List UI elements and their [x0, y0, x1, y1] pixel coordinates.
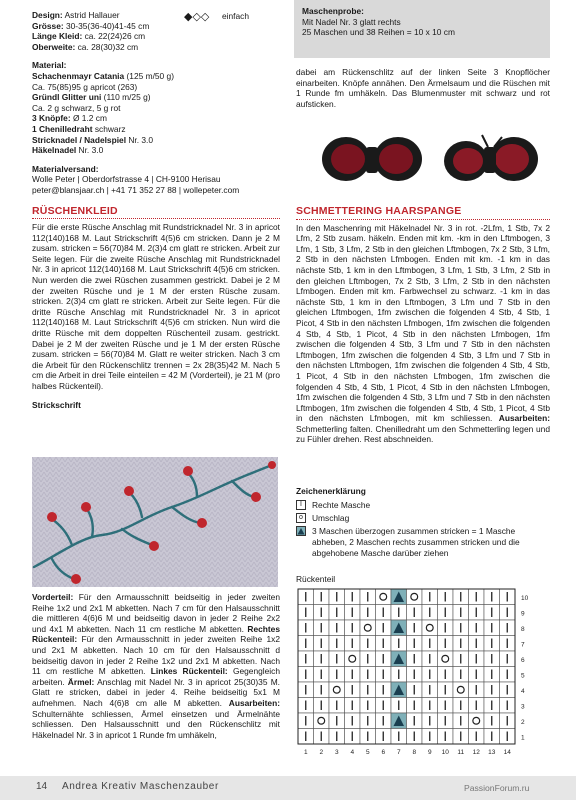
size-block [32, 21, 280, 53]
instructions-block [32, 592, 280, 740]
material-line-text: (125 m/50 g) [124, 70, 174, 81]
chart-cell [329, 682, 345, 698]
size-row-label: Grösse: [32, 20, 64, 31]
chart-col-number: 3 [334, 749, 339, 756]
chart-cell [345, 651, 361, 667]
schmetterling-block [296, 196, 550, 445]
material-line [32, 71, 280, 82]
material-line-bold: 1 Chenilledraht [32, 123, 93, 134]
chart-row-number: 2 [521, 718, 525, 726]
material-title: Material: [32, 60, 67, 71]
instruction-label: Linkes Rückenteil: [150, 666, 228, 677]
material-line-text: (110 m/25 g) [101, 92, 151, 103]
maschenprobe-box [294, 0, 550, 58]
schmetterling-ausarbeiten-label: Ausarbeiten: [498, 413, 550, 424]
chart-cell [376, 589, 392, 605]
difficulty-label: einfach [222, 11, 250, 21]
size-row-value: ca. 22(24)26 cm [82, 31, 146, 42]
size-row [32, 31, 280, 42]
material-line-text: Ca. 75(85)95 g apricot (263) [32, 81, 138, 92]
material-line-text: Ø 1.2 cm [70, 113, 107, 124]
size-row-label: Länge Kleid: [32, 31, 83, 42]
instruction-text: Für den Armausschnitt beidseitig in jeder zweiten Reihe 1x2 und 2x1 M abketten. Nach 7 cm für den Halsausschnitt die mittleren 4(6)6 M und beidseitig davon in jeder 2 Reihe 2x2 und 4x1 M abketten. Nach 11 cm restliche M abketten. [32, 592, 280, 634]
embroidery-photo [32, 457, 278, 587]
versand-title: Materialversand: [32, 163, 99, 174]
legend-row [296, 513, 550, 524]
material-line [32, 124, 280, 135]
material-line-bold: Häkelnadel [32, 145, 77, 156]
material-line-bold: 3 Knöpfe: [32, 113, 71, 124]
right-intro [296, 67, 550, 109]
difficulty-diamonds-icon: ◆◇◇ [184, 11, 210, 23]
chart-row-number: 7 [521, 641, 525, 649]
size-row-label: Oberweite: [32, 41, 76, 52]
chart-cell [438, 651, 454, 667]
knitting-chart [296, 587, 558, 763]
strickschrift-title: Strickschrift [32, 399, 81, 410]
material-line [32, 135, 280, 146]
legend-label: 3 Maschen überzogen zusammen stricken = 1 Masche abheben, 2 Maschen rechts zusammen stricken und die abgehobene Masche darüber ziehen [312, 525, 520, 558]
material-line-bold: Schachenmayr Catania [32, 70, 125, 81]
legend-symbol-yarnover-icon: o [296, 513, 306, 523]
chart-cell [360, 620, 376, 636]
instruction-label: Vorderteil: [32, 592, 74, 602]
legend-block [296, 486, 550, 561]
instruction-text: Gegengleich arbeiten. [32, 666, 280, 687]
material-line [32, 82, 280, 93]
chart-col-number: 1 [303, 749, 308, 756]
material-line-text: Nr. 3.0 [126, 134, 154, 145]
size-row [32, 21, 280, 32]
chart-row-number: 3 [521, 703, 525, 711]
footer-site: PassionForum.ru [464, 783, 530, 793]
versand-line-1: Wolle Peter | Oberdorfstrasse 4 | CH-9100 Herisau [32, 174, 221, 185]
chart-cell [453, 682, 469, 698]
instruction-label: Ärmel: [67, 676, 95, 687]
chart-col-number: 12 [472, 749, 480, 756]
legend-title: Zeichenerklärung [296, 486, 366, 496]
legend-label: Umschlag [312, 512, 350, 523]
chart-area [296, 574, 558, 768]
legend-symbol-decrease-icon [296, 526, 306, 536]
chart-row-number: 1 [521, 734, 525, 742]
footer-title: Andrea Kreativ Maschenzauber [62, 781, 219, 792]
rueschenkleid-text: Für die erste Rüsche Anschlag mit Rundstricknadel Nr. 3 in apricot 112(140)168 M. Laut Strickschrift 4(5)6 cm stricken. Dann je 2 M zusam. stricken = 56(70)84 M. 2(3)4 cm glatt re stricken. Arbeit zur Seite legen. Für die zweite Rüsche Anschlag mit Rundstricknadel Nr. 3 in apricot 112(140)168 M. Laut Strickschrift 4(5)6 cm stricken. Nun werden die zwei Rüschen zusammen gestrickt. Dabei je 2 M der zweiten Rüsche und je 1 M der ersten Rüsche zusam. stricken. 2(3)4 cm glatt re stricken. Arbeit zur Seite legen. Für die dritte Rüsche Anschlag mit Rundstricknadel Nr. 3 in apricot 112(140)168 M. Laut Strickschrift 4(5)6 cm stricken. Nun wird die dritte Rüsche mit dem doppelten Rüschenteil zusam. gestrickt. Dabei je 2 M der zweiten Rüsche und je 1 M der ersten Rüsche zusam. stricken = 56(70)84 M. Glatt re weiter stricken. Nach 3 cm die Arbeit für den Rückenschlitz trennen = 2x 28(35)42 M. Nach 5 cm die Arbeit in drei Teile einteilen = 42 M (Vorderteil), je 21 M (pro halbes Rückenteil). [32, 222, 280, 391]
chart-col-number: 14 [503, 749, 511, 756]
material-line-text: Ca. 2 g schwarz, 5 g rot [32, 102, 121, 113]
chart-col-number: 2 [319, 749, 324, 756]
instruction-text: Schulternähte schliessen, Ärmel einsetzen und Ärmelnähte schliessen. Den Halsausschnitt und den Rückenschlitz mit Häkelnadel Nr. 3 in apricot 1 Runde fm umhäkeln, [32, 708, 280, 740]
material-line-text: Nr. 3.0 [76, 145, 104, 156]
schmetterling-body: In den Maschenring mit Häkelnadel Nr. 3 in rot. -2Lfm, 1 Stb, 7x 2 Lfm, 2 Stb zusam. häkeln. Enden mit km. -km in den Lftmbogen, 3 Lfm, 1 Stb, 3 Lfm, 2 Stb in den gleichen Lftmbogen, 7x 2 Stb, 3 Lfm, 2 Stb in den nächsten Lfmbogen. Enden mit km. -1 km in das nächste Stb, 1 km in den Lftmbogen, 3 Lfm, 1 Stb, 3 Lfm, 2 Stb in den gleichen Lftmbogen, 7x 2 Stb, 3 Lfm, 2 Stb in den nächsten Lfmbogen. Enden mit km. Farbwechsel zu schwarz. -1 km in das nächste Stb, 1 km in den Lftmbogen, 3 Lfm und 7 Stb in den gleichen Lftmbogen, 1fm zwischen die folgenden 4 Stb, 4 Stb, 1 Picot, 4 Stb in den nächsten Lfmbogen, 1fm zwischen die folgenden 4 Stb, 4 Stb, 1 Picot, 4 Stb in den nächsten Lfmbogen, 1fm zwischen die folgenden 4 Stb, 3 Lfm und 7 Stb in den nächsten Lftmbogen, 1fm zwischen die folgenden 4 Stb, 3 Lfm und 7 Stb in den nächsten Lftmbogen, 1fm zwischen die folgenden 4 Stb, 4 Stb, 1 Picot, 4 Stb in den nächsten Lfmbogen, 1fm zwischen die folgenden 4 Stb, 4 Stb, 1 Picot, 4 Stb in den nächsten Lfmbogen, 1fm zwischen die folgenden 4 Stb, 3 Lfm und 7 Stb in den nächsten Lftmbogen, 1fm zwischen die folgenden 4 Stb, 4 Stb, 1 Picot, 4 Stb in den nächsten Lfmbogen, mit km schliessen. [296, 222, 550, 424]
chart-row-number: 6 [521, 656, 525, 664]
legend-row [296, 500, 550, 511]
page-number: 14 [36, 781, 48, 792]
material-line [32, 92, 280, 103]
versand-block [32, 164, 280, 196]
material-line-bold: Stricknadel / Nadelspiel [32, 134, 127, 145]
material-line [32, 103, 280, 114]
chart-row-number: 5 [521, 672, 525, 680]
chart-row-number: 9 [521, 610, 525, 618]
size-row [32, 42, 280, 53]
chart-col-number: 6 [381, 749, 386, 756]
maschenprobe-line-2: 25 Maschen und 38 Reihen = 10 x 10 cm [302, 27, 455, 38]
chart-col-number: 11 [457, 749, 465, 756]
schmetterling-text [296, 223, 550, 445]
legend-row [296, 526, 550, 559]
legend-label: Rechte Masche [312, 499, 371, 510]
legend-symbol-knit-icon: I [296, 500, 306, 510]
chart-cell [469, 713, 485, 729]
maschenprobe-line-1: Mit Nadel Nr. 3 glatt rechts [302, 16, 401, 27]
material-lines [32, 71, 280, 156]
size-row-value: 30-35(36-40)41-45 cm [63, 20, 150, 31]
embroidery-illustration [32, 457, 278, 587]
legend-items [296, 500, 550, 559]
design-value: Astrid Hallauer [64, 10, 120, 20]
chart-col-number: 13 [488, 749, 496, 756]
right-intro-text: dabei am Rückenschlitz auf der linken Seite 3 Knopflöcher einarbeiten. Knöpfe annähen. Den Ärmelsaum und die Rüschen mit 1 Runde fm umhäkeln. Das Blumenmuster mit schwarz und rot aufsticken. [296, 67, 550, 109]
chart-title: Rückenteil [296, 574, 336, 584]
material-line-bold: Gründl Glitter uni [32, 92, 102, 103]
design-label: Design: [32, 10, 63, 20]
chart-cell [407, 589, 423, 605]
size-row-value: ca. 28(30)32 cm [75, 41, 139, 52]
chart-cell [422, 620, 438, 636]
chart-row-number: 8 [521, 625, 525, 633]
material-line-text: schwarz [92, 123, 126, 134]
chart-row-number: 10 [521, 594, 529, 602]
material-line [32, 113, 280, 124]
rueschenkleid-title: RÜSCHENKLEID [32, 206, 280, 220]
chart-col-number: 4 [350, 749, 355, 756]
instruction-label: Rechtes Rückenteil: [32, 623, 280, 645]
instruction-text: Anschlag mit Nadel Nr. 3 in apricot 25(30)35 M. Glatt re stricken, dabei in jeder 4. Reihe beidseitig 5x1 M aufnehmen. Nach 4(6)8 cm alle M abketten. [32, 676, 280, 708]
instructions-text [32, 592, 280, 740]
chart-col-number: 9 [427, 749, 432, 756]
chart-col-number: 8 [412, 749, 417, 756]
schmetterling-title: SCHMETTERING HAARSPANGE [296, 206, 550, 220]
chart-cell [314, 713, 330, 729]
chart-row-number: 4 [521, 687, 525, 695]
instruction-text: Für den Armausschnitt in jeder zweiten Reihe 1x2 und 2x1 M abketten. Nach 10 cm für den Halsausschnitt d beidseitig davon in jeder 2 Reihe 1x2 und 2x1 M abketten. Nach 11 cm restliche M abketten. [32, 634, 280, 677]
material-line [32, 145, 280, 156]
schmetterling-ausarbeiten-text: Schmetterling falten. Chenilledraht um den Schmetterling legen und zu Fühler drehen. Rest abschneiden. [296, 423, 550, 445]
instruction-label: Ausarbeiten: [228, 697, 280, 708]
versand-line-2: peter@blansjaar.ch | +41 71 352 27 88 | wollepeter.com [32, 184, 240, 195]
chart-col-number: 10 [441, 749, 449, 756]
butterfly-photo [296, 117, 546, 199]
chart-col-number: 7 [396, 749, 401, 756]
material-block [32, 60, 280, 155]
butterfly-illustration [296, 117, 546, 199]
chart-col-number: 5 [365, 749, 370, 756]
left-column [32, 10, 280, 416]
maschenprobe-title: Maschenprobe: [302, 6, 364, 16]
